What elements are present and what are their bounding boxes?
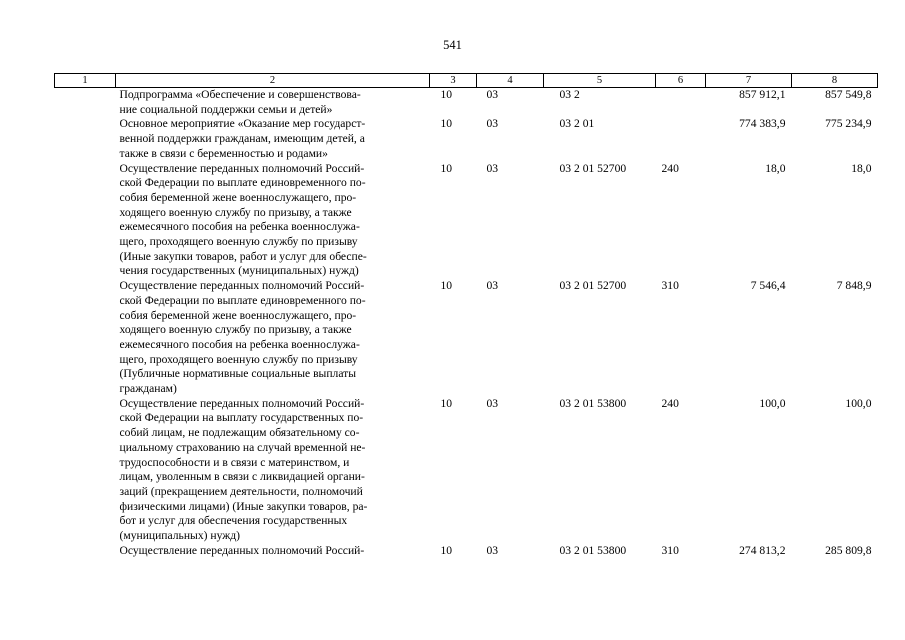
target-article-code: 03 2 01: [559, 117, 595, 131]
table-row: [55, 88, 878, 118]
expense-type-code: 310: [661, 543, 679, 557]
amount-year-1: 857 912,1: [739, 88, 786, 101]
section-code: 10: [440, 117, 453, 131]
subsection-code: 03: [486, 396, 499, 410]
column-number-header: [55, 74, 878, 88]
section-code: 10: [440, 161, 453, 175]
empty-cell: [55, 162, 116, 280]
column-header: 5: [544, 74, 656, 88]
table-row: [55, 397, 878, 544]
table-row: [55, 544, 878, 559]
expense-type-code: 240: [661, 161, 679, 175]
item-name: Осуществление переданных полномочий Россий- ской Федерации по выплате единовременного по- собия беременной жене военнослужащего, про- ходящего военную службу по призыву, а также ежемесячного пособия на ребенка военнослужа- щего, проходящего военную службу по призыву (Иные закупки товаров, работ и услуг для обеспе- чения государственных (муниципальных) нужд): [119, 161, 367, 278]
table-row: [55, 162, 878, 280]
item-name: Основное мероприятие «Оказание мер государст- венной поддержки гражданам, имеющим детей, а также в связи с беременностью и родами»: [119, 117, 366, 160]
amount-year-2: 18,0: [851, 161, 872, 175]
table-row: [55, 117, 878, 161]
column-header: 7: [706, 74, 792, 88]
expense-type-code: 240: [661, 396, 679, 410]
item-name: Подпрограмма «Обеспечение и совершенствова- ние социальной поддержки семьи и детей»: [119, 88, 361, 116]
subsection-code: 03: [486, 88, 499, 101]
target-article-code: 03 2: [559, 88, 580, 101]
column-header: 8: [792, 74, 878, 88]
empty-cell: [55, 279, 116, 397]
target-article-code: 03 2 01 53800: [559, 543, 627, 557]
expense-type-code: 310: [661, 279, 679, 293]
section-code: 10: [440, 543, 453, 557]
empty-cell: [55, 117, 116, 161]
subsection-code: 03: [486, 161, 499, 175]
amount-year-1: 18,0: [765, 161, 786, 175]
section-code: 10: [440, 279, 453, 293]
expense-type-code: [656, 117, 706, 161]
table-row: [55, 279, 878, 397]
amount-year-2: 100,0: [845, 396, 872, 410]
section-code: 10: [440, 396, 453, 410]
empty-cell: [55, 544, 116, 559]
section-code: 10: [440, 88, 453, 101]
empty-cell: [55, 88, 116, 118]
column-header: 3: [430, 74, 477, 88]
subsection-code: 03: [486, 279, 499, 293]
target-article-code: 03 2 01 52700: [559, 279, 627, 293]
target-article-code: 03 2 01 53800: [559, 396, 627, 410]
empty-cell: [55, 397, 116, 544]
amount-year-1: 100,0: [759, 396, 786, 410]
item-name: Осуществление переданных полномочий Россий- ской Федерации по выплате единовременного по- собия беременной жене военнослужащего, про- ходящего военную службу по призыву, а также ежемесячного пособия на ребенка военнослужа- щего, проходящего военную службу по призыву (Публичные нормативные социальные выплаты гражданам): [119, 279, 366, 396]
amount-year-2: 857 549,8: [825, 88, 872, 101]
budget-table: [54, 73, 878, 559]
page-number: 541: [443, 38, 462, 52]
expense-type-code: [656, 88, 706, 118]
amount-year-2: 285 809,8: [825, 543, 872, 557]
column-header: 1: [55, 74, 116, 88]
column-header: 2: [116, 74, 430, 88]
subsection-code: 03: [486, 543, 499, 557]
amount-year-1: 7 546,4: [750, 279, 786, 293]
amount-year-2: 7 848,9: [836, 279, 872, 293]
amount-year-1: 774 383,9: [739, 117, 786, 131]
column-header: 6: [656, 74, 706, 88]
item-name: Осуществление переданных полномочий Россий-: [119, 543, 365, 557]
target-article-code: 03 2 01 52700: [559, 161, 627, 175]
amount-year-2: 775 234,9: [825, 117, 872, 131]
column-header: 4: [477, 74, 544, 88]
amount-year-1: 274 813,2: [739, 543, 786, 557]
subsection-code: 03: [486, 117, 499, 131]
item-name: Осуществление переданных полномочий Россий- ской Федерации на выплату государственных по- собий лицам, не подлежащим обязательному со- циальному страхованию на случай временной не- трудоспособности и в связи с материнством, и лицам, уволенным в связи с ликвидацией органи- заций (прекращением деятельности, полномочий физическими лицами) (Иные закупки товаров, ра- бот и услуг для обеспечения государственных (муниципальных) нужд): [119, 396, 368, 543]
